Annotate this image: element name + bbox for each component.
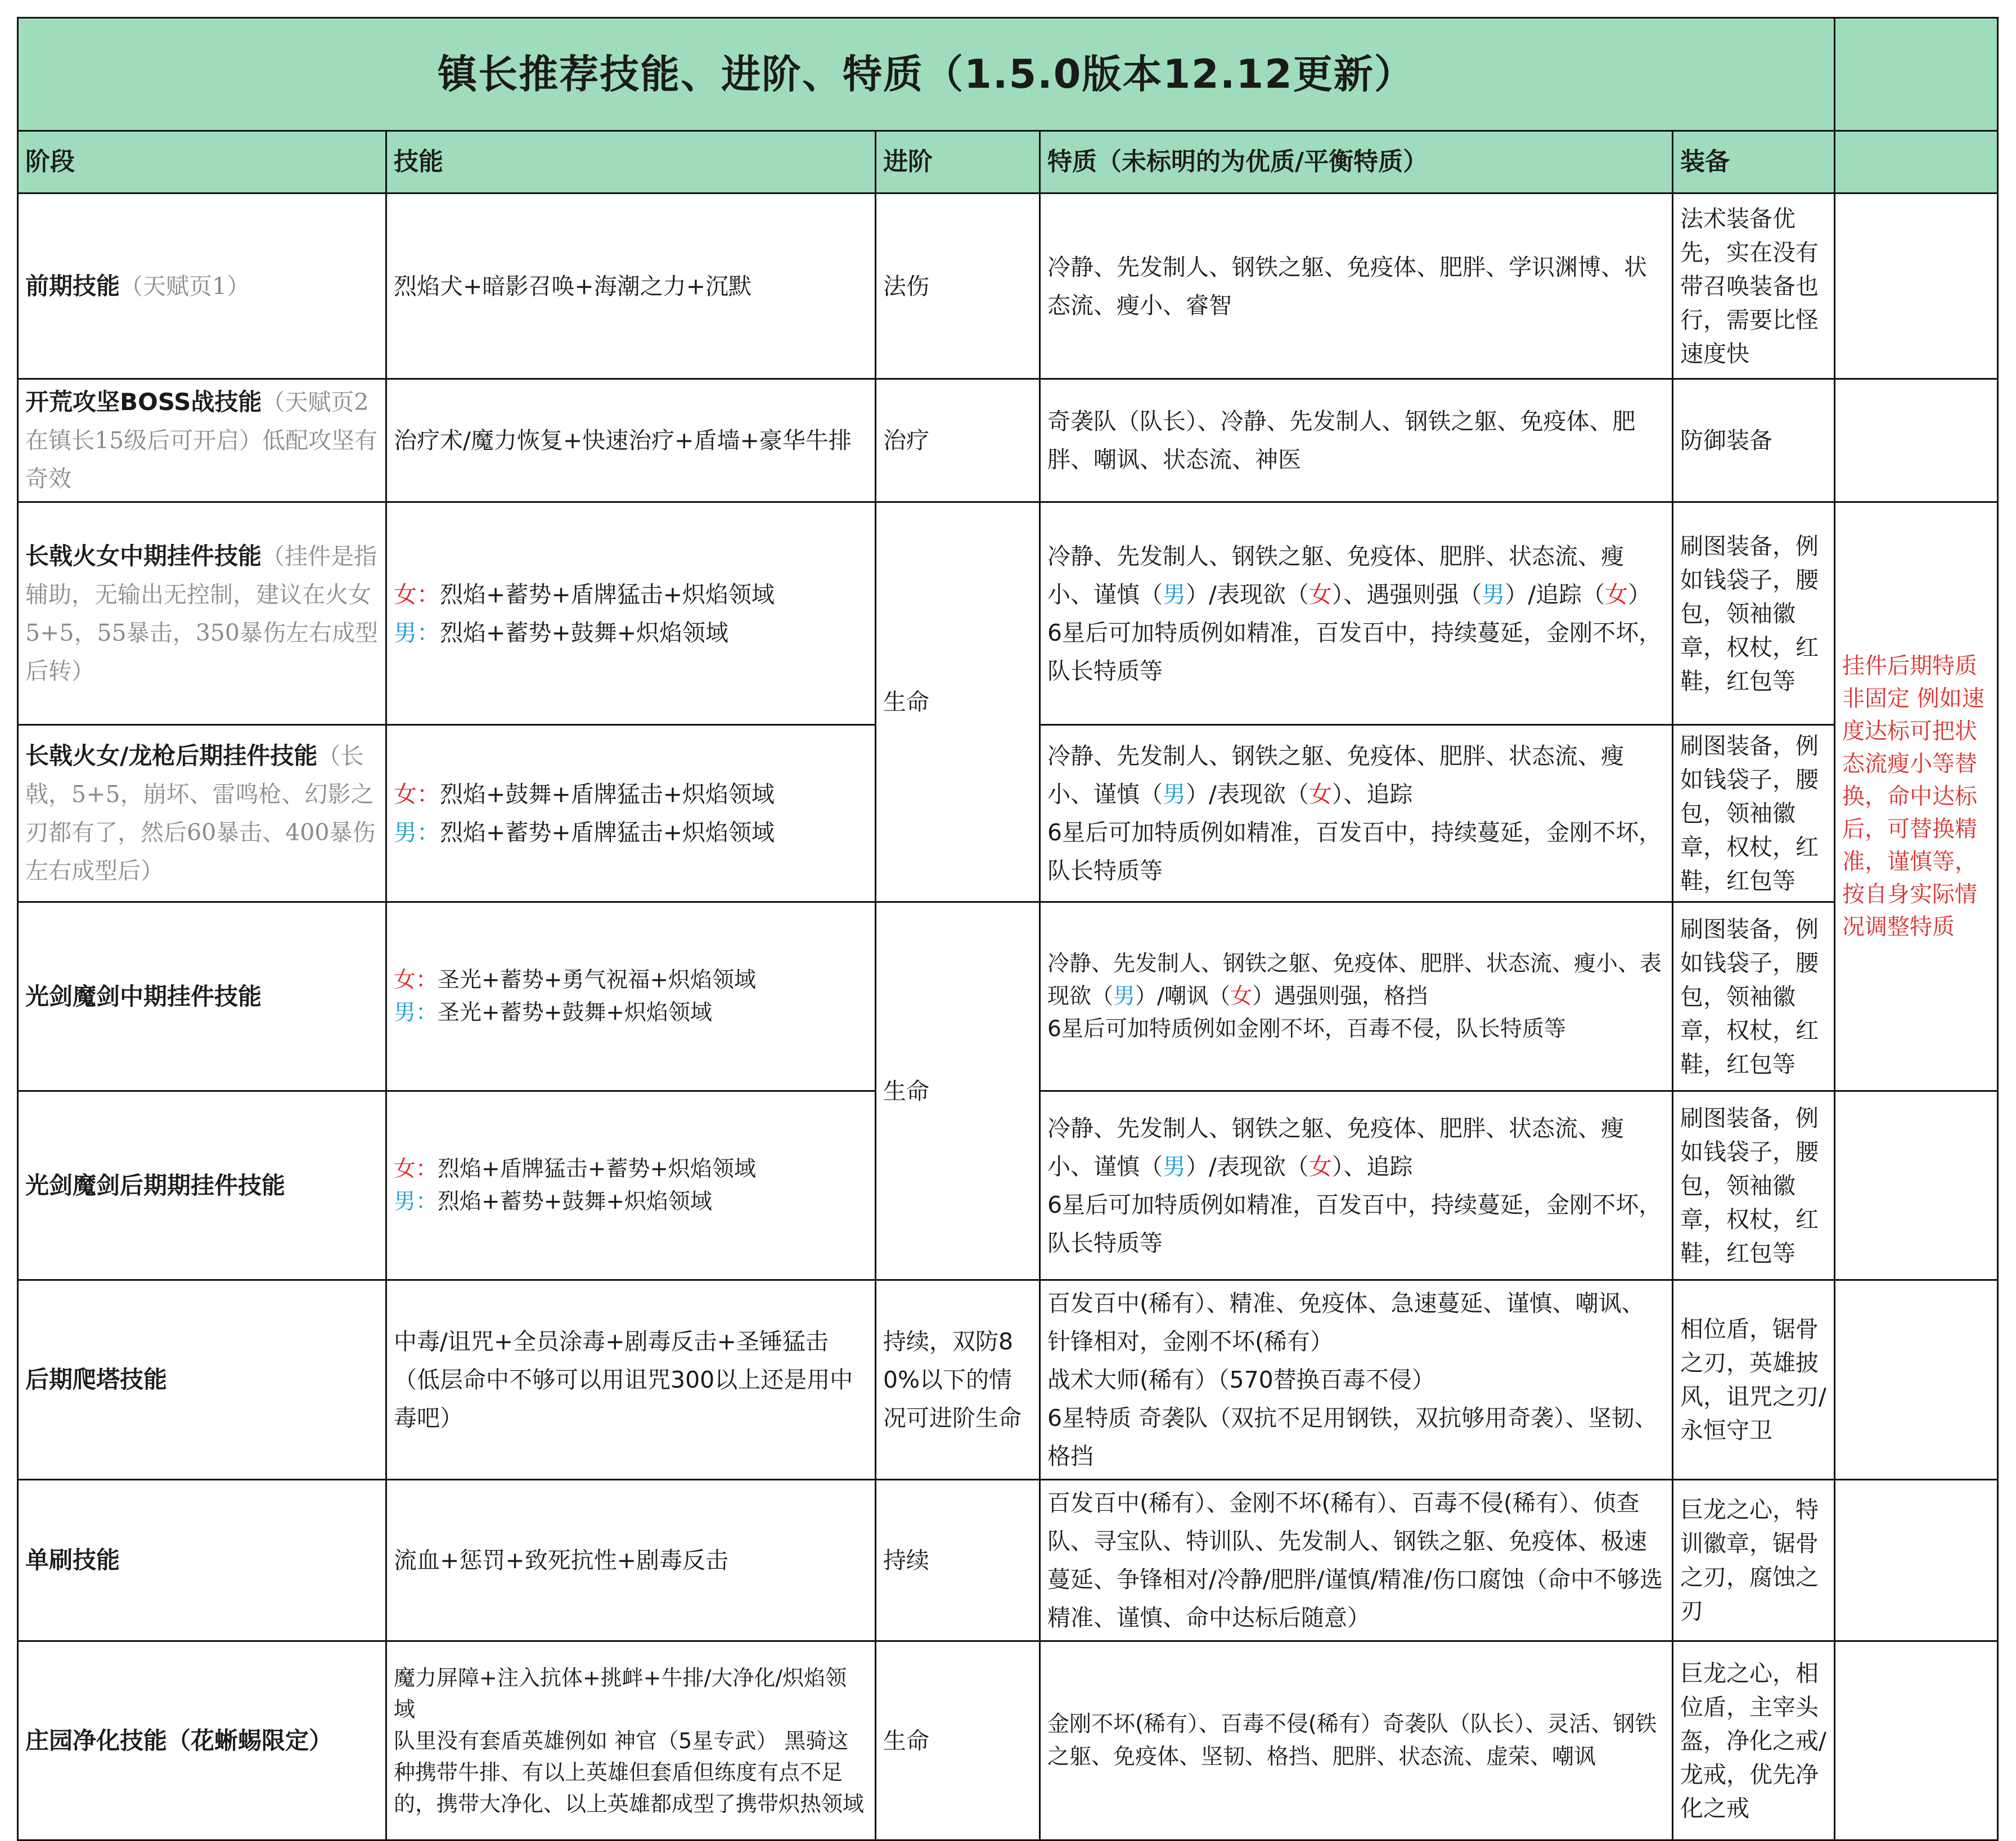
male-label: 男： <box>394 1189 438 1214</box>
male-label: 男： <box>394 619 440 646</box>
female-skill-line <box>394 964 868 997</box>
stage-cell <box>18 193 386 379</box>
header-skill: 技能 <box>386 131 876 193</box>
female-label: 女： <box>394 781 440 808</box>
trait-text: 冷静、先发制人、钢铁之躯、免疫体、肥胖、状态流、瘦小、谨慎（ <box>1047 742 1624 808</box>
female-tag: 女 <box>1230 983 1253 1009</box>
trait-text: 冷静、先发制人、钢铁之躯、免疫体、肥胖、状态流、瘦小、谨慎（ <box>1047 542 1624 608</box>
male-skill: 烈焰+蓄势+鼓舞+炽焰领域 <box>440 619 729 646</box>
advance-cell: 生命 <box>876 902 1040 1280</box>
header-equip: 装备 <box>1673 131 1835 193</box>
trait-line: 战术大师(稀有）（570替换百毒不侵） <box>1047 1366 1435 1393</box>
stage-name: 庄园净化技能（花蜥蜴限定） <box>25 1726 333 1754</box>
side-cell <box>1835 379 1998 502</box>
header-stage: 阶段 <box>18 131 386 193</box>
stage-note: （长戟，5+5，崩坏、雷鸣枪、幻影之刃都有了，然后60暴击、400暴伤左右成型后） <box>25 742 376 884</box>
advance-cell: 法伤 <box>876 193 1040 379</box>
advance-cell: 生命 <box>876 1641 1040 1840</box>
male-tag: 男 <box>1113 983 1136 1009</box>
title-row <box>18 18 1998 131</box>
equip-cell: 巨龙之心，相位盾，主宰头盔，净化之戒/龙戒，优先净化之戒 <box>1673 1641 1835 1840</box>
female-skill-line <box>394 1153 868 1186</box>
trait-cell: 奇袭队（队长）、冷静、先发制人、钢铁之躯、免疫体、肥胖、嘲讽、状态流、神医 <box>1040 379 1673 502</box>
stage-cell <box>18 1280 386 1480</box>
strategy-sheet <box>17 17 1997 1841</box>
female-skill-line <box>394 575 868 614</box>
trait-cell <box>1040 902 1673 1091</box>
stage-name: 长戟火女中期挂件技能 <box>25 542 262 570</box>
skill-cell: 治疗术/魔力恢复+快速治疗+盾墙+豪华牛排 <box>386 379 876 502</box>
trait-text: 冷静、先发制人、钢铁之躯、免疫体、肥胖、状态流、瘦小、谨慎（ <box>1047 1114 1624 1180</box>
trait-cell: 冷静、先发制人、钢铁之躯、免疫体、肥胖、学识渊博、状态流、瘦小、睿智 <box>1040 193 1673 379</box>
stage-cell <box>18 725 386 902</box>
female-tag: 女 <box>1605 580 1628 608</box>
advance-cell: 治疗 <box>876 379 1040 502</box>
side-cell <box>1835 1641 1998 1840</box>
female-tag: 女 <box>1308 781 1332 808</box>
skills-table <box>17 17 1999 1841</box>
female-skill: 烈焰+盾牌猛击+蓄势+炽焰领域 <box>438 1156 757 1182</box>
skill-cell: 烈焰犬+暗影召唤+海潮之力+沉默 <box>386 193 876 379</box>
table-row <box>18 193 1998 379</box>
skill-cell: 中毒/诅咒+全员涂毒+剧毒反击+圣锤猛击（低层命中不够可以用诅咒300以上还是用中毒吧） <box>386 1280 876 1480</box>
trait-text: ）/表现欲（ <box>1186 580 1309 608</box>
side-cell <box>1835 1091 1998 1280</box>
header-advance: 进阶 <box>876 131 1040 193</box>
equip-cell: 相位盾，锯骨之刃，英雄披风，诅咒之刃/永恒守卫 <box>1673 1280 1835 1480</box>
advance-cell: 生命 <box>876 502 1040 902</box>
stage-cell <box>18 502 386 725</box>
stage-name: 后期爬塔技能 <box>25 1366 168 1393</box>
stage-name: 前期技能 <box>25 272 120 300</box>
table-row <box>18 379 1998 502</box>
trait-text: ）/嘲讽（ <box>1135 983 1231 1009</box>
trait-text: 冷静、先发制人、钢铁之躯、免疫体、肥胖、状态流、瘦小、 <box>1047 951 1640 976</box>
trait-text: ）遇强则强，格挡 <box>1252 983 1428 1009</box>
female-tag: 女 <box>1308 580 1332 608</box>
male-tag: 男 <box>1163 580 1186 608</box>
header-row <box>18 131 1998 193</box>
skill-line: 队里没有套盾英雄例如 神官（5星专武） 黑骑这种携带牛排、有以上英雄但套盾但练度有点不足的，携带大净化、以上英雄都成型了携带炽热领域 <box>394 1728 865 1816</box>
trait-text: ）/表现欲（ <box>1186 1153 1309 1180</box>
trait-cell: 百发百中(稀有）、金刚不坏(稀有）、百毒不侵(稀有）、侦查队、寻宝队、特训队、先发制人、钢铁之躯、免疫体、极速蔓延、争锋相对/冷静/肥胖/谨慎/精准/伤口腐蚀（命中不够选精准、谨慎、命中达标后随意） <box>1040 1480 1673 1641</box>
advance-cell: 持续，双防80%以下的情况可进阶生命 <box>876 1280 1040 1480</box>
side-note: 挂件后期特质非固定 例如速度达标可把状态流瘦小等替换，命中达标后，可替换精准，谨慎等，按自身实际情况调整特质 <box>1835 502 1998 1091</box>
table-row <box>18 502 1998 725</box>
table-row <box>18 1641 1998 1840</box>
title-side-cell <box>1835 18 1998 131</box>
female-skill: 烈焰+蓄势+盾牌猛击+炽焰领域 <box>440 580 775 608</box>
skill-line: 魔力屏障+注入抗体+挑衅+牛排/大净化/炽焰领域 <box>394 1665 847 1722</box>
female-label: 女： <box>394 1156 438 1182</box>
table-row <box>18 902 1998 1091</box>
stage-note: （天赋页2在镇长15级后可开启）低配攻坚有奇效 <box>25 389 378 492</box>
trait-text: ）/追踪（ <box>1505 580 1605 608</box>
stage-name: 单刷技能 <box>25 1546 120 1574</box>
male-skill: 圣光+蓄势+鼓舞+炽焰领域 <box>438 1000 713 1025</box>
trait-cell <box>1040 1091 1673 1280</box>
equip-cell: 防御装备 <box>1673 379 1835 502</box>
male-skill-line <box>394 813 868 852</box>
stage-note: （天赋页1） <box>120 272 250 300</box>
equip-cell: 刷图装备，例如钱袋子，腰包，领袖徽章，权杖，红鞋，红包等 <box>1673 725 1835 902</box>
side-cell <box>1835 193 1998 379</box>
page-title: 镇长推荐技能、进阶、特质（1.5.0版本12.12更新） <box>18 18 1835 131</box>
male-skill: 烈焰+蓄势+鼓舞+炽焰领域 <box>438 1189 713 1214</box>
stage-cell <box>18 379 386 502</box>
stage-cell <box>18 1641 386 1840</box>
skill-cell <box>386 902 876 1091</box>
male-tag: 男 <box>1482 580 1505 608</box>
trait-cell: 金刚不坏(稀有）、百毒不侵(稀有）奇袭队（队长）、灵活、钢铁之躯、免疫体、坚韧、格挡、肥胖、状态流、虚荣、嘲讽 <box>1040 1641 1673 1840</box>
female-skill: 圣光+蓄势+勇气祝福+炽焰领域 <box>438 967 757 993</box>
skill-cell <box>386 1091 876 1280</box>
trait-extra: 6星后可加特质例如精准，百发百中，持续蔓延，金刚不坏，队长特质等 <box>1047 1191 1662 1257</box>
trait-text: ） <box>1628 580 1652 608</box>
stage-name: 开荒攻坚BOSS战技能 <box>25 388 262 416</box>
trait-extra: 6星后可加特质例如金刚不坏，百毒不侵，队长特质等 <box>1047 1016 1566 1042</box>
table-row <box>18 1480 1998 1641</box>
male-skill-line <box>394 1186 868 1218</box>
stage-name: 长戟火女/龙枪后期挂件技能 <box>25 742 318 769</box>
stage-note: （挂件是指辅助，无输出无控制，建议在火女5+5，55暴击，350暴伤左右成型后转） <box>25 542 378 685</box>
trait-extra: 6星后可加特质例如精准，百发百中，持续蔓延，金刚不坏，队长特质等 <box>1047 619 1662 685</box>
male-skill: 烈焰+蓄势+盾牌猛击+炽焰领域 <box>440 819 775 846</box>
female-label: 女： <box>394 580 440 608</box>
female-label: 女： <box>394 967 438 993</box>
advance-cell: 持续 <box>876 1480 1040 1641</box>
male-tag: 男 <box>1163 1153 1186 1180</box>
male-label: 男： <box>394 1000 438 1025</box>
male-tag: 男 <box>1163 781 1186 808</box>
trait-line: 百发百中(稀有）、精准、免疫体、急速蔓延、谨慎、嘲讽、针锋相对，金刚不坏(稀有） <box>1047 1290 1645 1355</box>
skill-cell: 流血+惩罚+致死抗性+剧毒反击 <box>386 1480 876 1641</box>
stage-cell <box>18 1480 386 1641</box>
equip-cell: 法术装备优先，实在没有带召唤装备也行，需要比怪速度快 <box>1673 193 1835 379</box>
trait-text: 表现欲（ <box>1047 951 1662 1009</box>
male-skill-line <box>394 997 868 1029</box>
male-skill-line <box>394 614 868 652</box>
female-skill-line <box>394 775 868 813</box>
trait-text: ）/表现欲（ <box>1186 781 1309 808</box>
header-side-cell <box>1835 131 1998 193</box>
side-cell <box>1835 1480 1998 1641</box>
female-skill: 烈焰+鼓舞+盾牌猛击+炽焰领域 <box>440 781 775 808</box>
equip-cell: 刷图装备，例如钱袋子，腰包，领袖徽章，权杖，红鞋，红包等 <box>1673 502 1835 725</box>
equip-cell: 刷图装备，例如钱袋子，腰包，领袖徽章，权杖，红鞋，红包等 <box>1673 902 1835 1091</box>
trait-text: ）、遇强则强（ <box>1331 580 1482 608</box>
trait-extra: 6星后可加特质例如精准，百发百中，持续蔓延，金刚不坏，队长特质等 <box>1047 819 1662 884</box>
trait-cell <box>1040 1280 1673 1480</box>
trait-text: ）、追踪 <box>1331 781 1413 808</box>
header-trait: 特质（未标明的为优质/平衡特质） <box>1040 131 1673 193</box>
stage-cell <box>18 902 386 1091</box>
stage-name: 光剑魔剑中期挂件技能 <box>25 982 262 1010</box>
stage-name: 光剑魔剑后期期挂件技能 <box>25 1171 286 1199</box>
skill-cell <box>386 1641 876 1840</box>
male-label: 男： <box>394 819 440 846</box>
trait-cell <box>1040 502 1673 725</box>
equip-cell: 刷图装备，例如钱袋子，腰包，领袖徽章，权杖，红鞋，红包等 <box>1673 1091 1835 1280</box>
female-tag: 女 <box>1308 1153 1332 1180</box>
trait-text: ）、追踪 <box>1331 1153 1413 1180</box>
trait-cell <box>1040 725 1673 902</box>
skill-cell <box>386 502 876 725</box>
table-row <box>18 1280 1998 1480</box>
skill-cell <box>386 725 876 902</box>
equip-cell: 巨龙之心，特训徽章，锯骨之刃，腐蚀之刃 <box>1673 1480 1835 1641</box>
stage-cell <box>18 1091 386 1280</box>
side-cell <box>1835 1280 1998 1480</box>
trait-line: 6星特质 奇袭队（双抗不足用钢铁，双抗够用奇袭）、坚韧、格挡 <box>1047 1405 1658 1470</box>
